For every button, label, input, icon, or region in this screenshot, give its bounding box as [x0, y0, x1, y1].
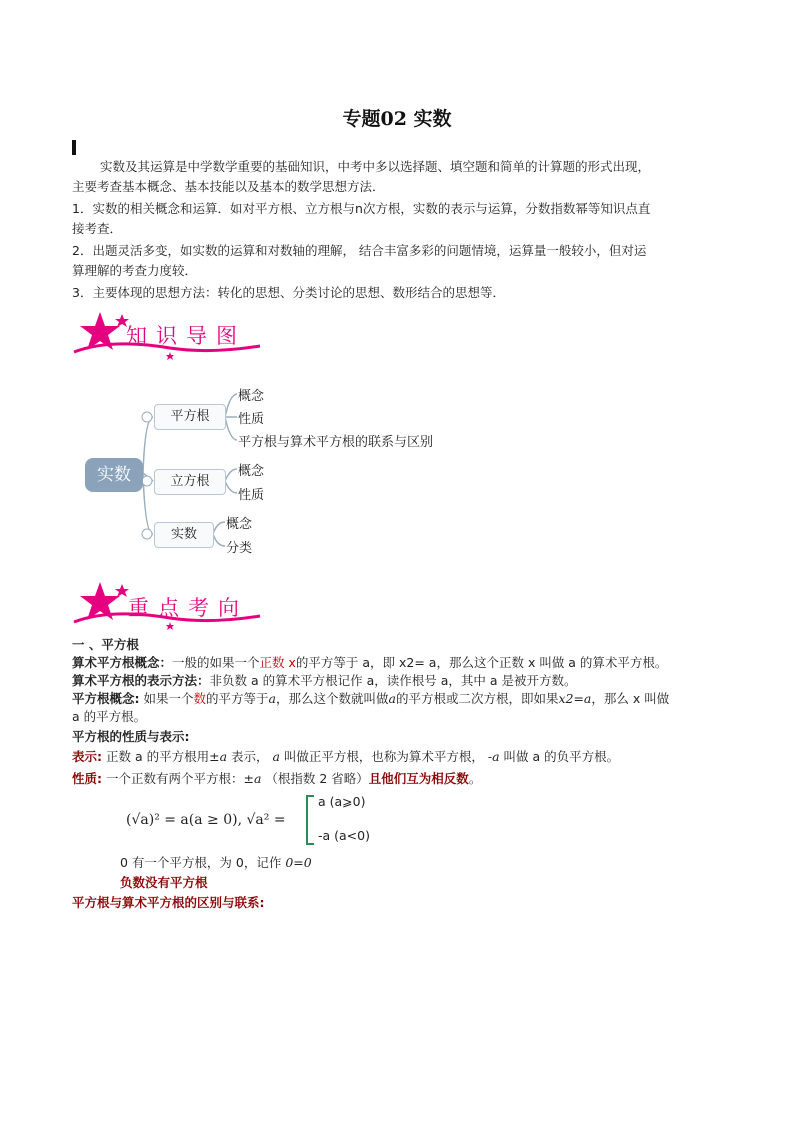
line-difference-heading: 平方根与算术平方根的区别与联系: — [72, 895, 265, 910]
section-heading: 一 、平方根 — [72, 637, 139, 652]
mind-map-leaf: 概念 — [226, 517, 253, 532]
line-representation: 表示: 正数 a 的平方根用±a 表示， a 叫做正平方根，也称为算术平方根， -a 叫做 a 的负平方根。 — [72, 749, 620, 764]
mind-map — [85, 378, 505, 558]
line-square-root-concept-cont: a 的平方根。 — [72, 709, 147, 724]
line-negative-no-root: 负数没有平方根 — [120, 875, 208, 890]
line-square-root-concept: 平方根概念: 如果一个数的平方等于a，那么这个数就叫做a的平方根或二次方根，即如果x2=a，那么 x 叫做 — [72, 691, 670, 706]
line-zero-root: 0 有一个平方根，为 0，记作 0=0 — [120, 855, 312, 870]
mind-map-leaf: 性质 — [238, 488, 265, 503]
formula-sqrt-identity: (√a)² = a(a ≥ 0), √a² = — [126, 812, 286, 828]
formula-case-negative: -a (a<0) — [318, 828, 370, 843]
mind-map-leaf: 平方根与算术平方根的联系与区别 — [238, 435, 434, 450]
intro-item-2: 2．出题灵活多变，如实数的运算和对数轴的理解， 结合丰富多彩的问题情境，运算量一般较小，但对运 — [72, 243, 647, 258]
line-property: 性质: 一个正数有两个平方根：±a （根指数 2 省略）且他们互为相反数。 — [72, 771, 482, 786]
intro-item-3: 3．主要体现的思想方法：转化的思想、分类讨论的思想、数形结合的思想等． — [72, 285, 505, 300]
intro-item-1: 1．实数的相关概念和运算．如对平方根、立方根与n次方根，实数的表示与运算，分数指数幂等知识点直 — [72, 201, 651, 216]
banner-knowledge-map — [70, 308, 270, 360]
text-cursor-marker — [72, 140, 76, 155]
mind-map-node-cube-root: 立方根 — [154, 469, 226, 495]
intro-item-2b: 算理解的考查力度较． — [72, 263, 198, 278]
brace-icon — [302, 794, 316, 848]
page-title: 专题02 实数 — [342, 108, 452, 130]
mind-map-leaf: 概念 — [238, 389, 265, 404]
banner-key-points — [70, 578, 270, 630]
intro-item-1b: 接考查． — [72, 221, 123, 236]
line-arith-root-notation: 算术平方根的表示方法：非负数 a 的算术平方根记作 a，读作根号 a，其中 a 是被开方数。 — [72, 673, 577, 688]
banner-title: 重点考向 — [128, 596, 248, 620]
mind-map-leaf: 概念 — [238, 464, 265, 479]
mind-map-leaf: 分类 — [226, 541, 253, 556]
mind-map-leaf: 性质 — [238, 412, 265, 427]
line-arith-root-concept: 算术平方根概念：一般的如果一个正数 x的平方等于 a，即 x2= a，那么这个正数 x 叫做 a 的算术平方根。 — [72, 655, 668, 670]
mind-map-node-real-numbers: 实数 — [154, 522, 214, 548]
intro-paragraph-1: 实数及其运算是中学数学重要的基础知识，中考中多以选择题、填空题和简单的计算题的形式出现， — [100, 159, 651, 174]
intro-paragraph-1b: 主要考查基本概念、基本技能以及基本的数学思想方法． — [72, 179, 385, 194]
formula-case-positive: a (a⩾0) — [318, 794, 366, 809]
mind-map-connectors — [85, 378, 505, 558]
mind-map-root: 实数 — [85, 458, 143, 492]
banner-title: 知识导图 — [126, 324, 246, 348]
line-property-heading: 平方根的性质与表示: — [72, 729, 190, 744]
mind-map-node-square-root: 平方根 — [154, 404, 226, 430]
